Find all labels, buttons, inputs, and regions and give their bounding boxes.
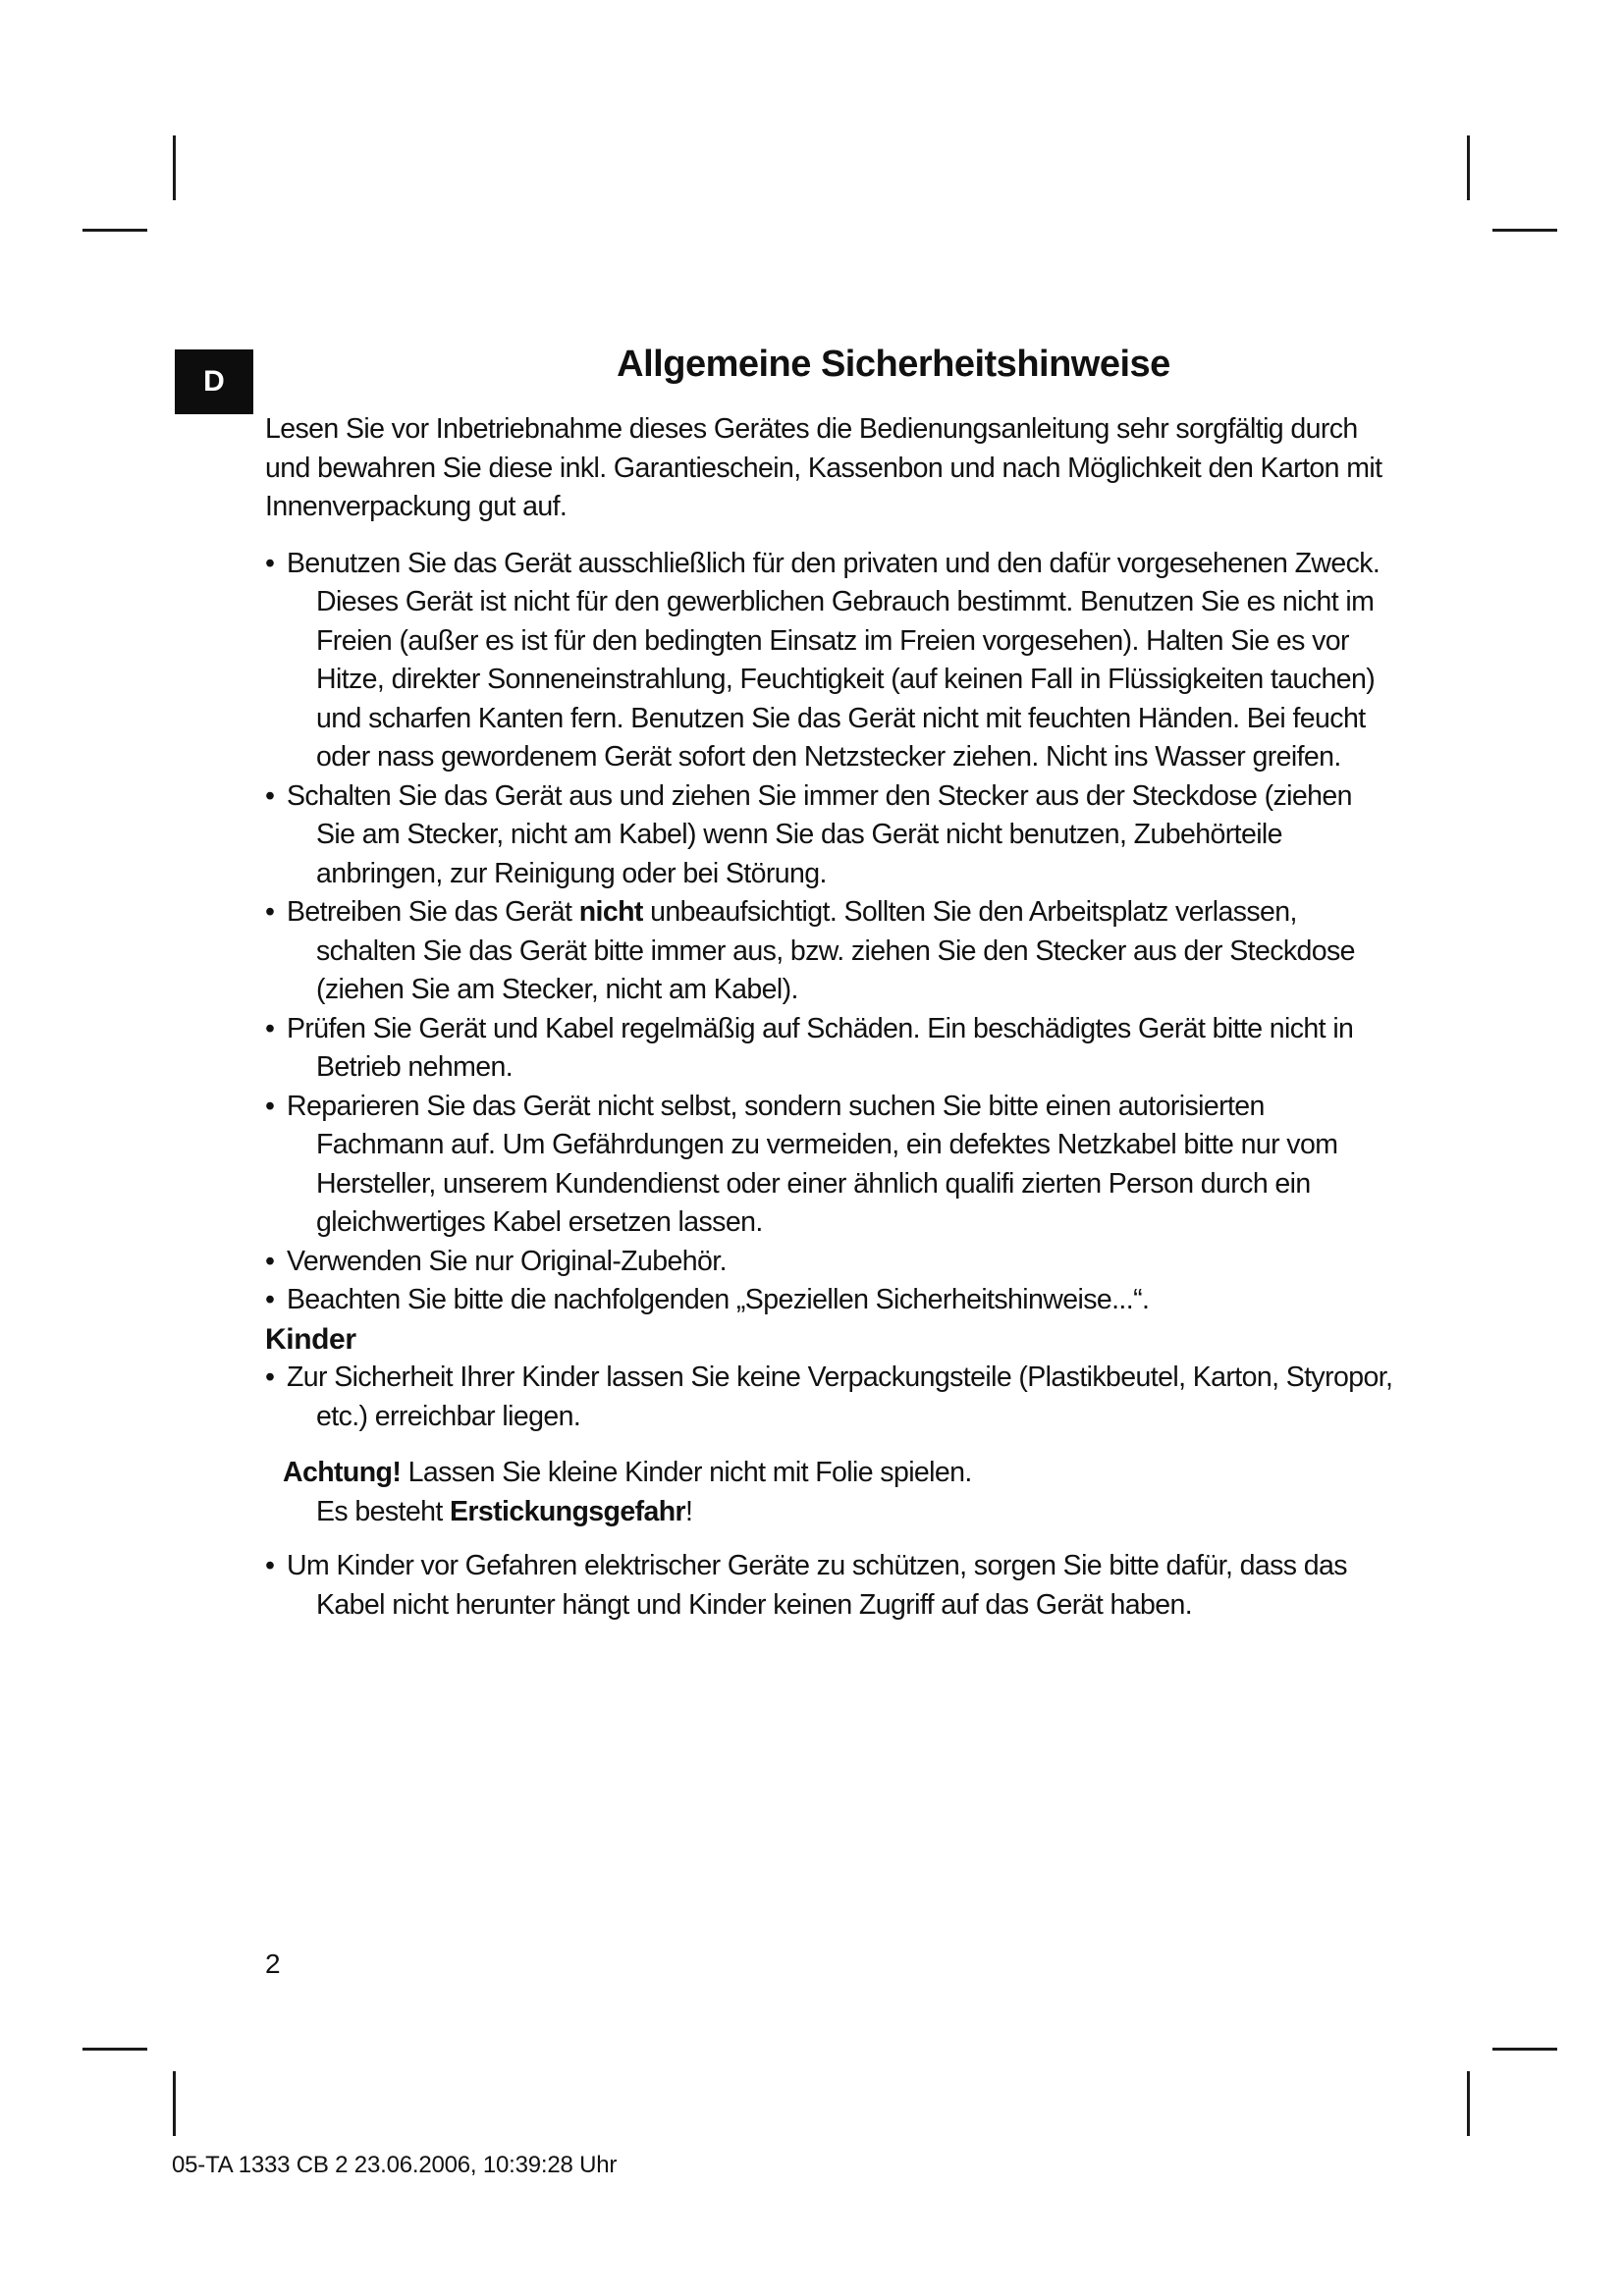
crop-mark-bottom-left-vertical xyxy=(173,2071,176,2136)
main-content xyxy=(265,410,1394,1625)
list-item: • Zur Sicherheit Ihrer Kinder lassen Sie keine Verpackungsteile (Plastikbeutel, Karton, Styropor, etc.) erreichbar liegen. xyxy=(265,1359,1394,1436)
warning-note xyxy=(283,1454,1394,1531)
crop-mark-top-left-vertical xyxy=(173,135,176,200)
list-item: • Verwenden Sie nur Original-Zubehör. xyxy=(265,1243,1394,1282)
safety-list xyxy=(265,545,1394,1320)
warning-text: ! xyxy=(685,1495,693,1527)
print-footer: 05-TA 1333 CB 2 23.06.2006, 10:39:28 Uhr xyxy=(172,2152,618,2178)
list-item: • Um Kinder vor Gefahren elektrischer Geräte zu schützen, sorgen Sie bitte dafür, dass das Kabel nicht herunter hängt und Kinder keinen Zugriff auf das Gerät haben. xyxy=(265,1547,1394,1625)
crop-mark-bottom-right-horizontal xyxy=(1492,2048,1557,2051)
list-item: • Schalten Sie das Gerät aus und ziehen Sie immer den Stecker aus der Steckdose (ziehen Sie am Stecker, nicht am Kabel) wenn Sie das Gerät nicht benutzen, Zubehörteile anbringen, zur Reinigung oder bei Störung. xyxy=(265,777,1394,894)
emphasis-nicht: nicht xyxy=(578,896,643,928)
crop-mark-bottom-left-horizontal xyxy=(82,2048,147,2051)
crop-mark-bottom-right-vertical xyxy=(1467,2071,1470,2136)
kinder-list xyxy=(265,1547,1394,1625)
warning-text: Es besteht xyxy=(316,1495,450,1527)
list-item: • Reparieren Sie das Gerät nicht selbst, sondern suchen Sie bitte einen autorisierten Fachmann auf. Um Gefährdungen zu vermeiden, ein defektes Netzkabel bitte nur vom Hersteller, unserem Kundendienst oder einer ähnlich qualifi zierten Person durch ein gleichwertiges Kabel ersetzen lassen. xyxy=(265,1088,1394,1243)
list-item: • Benutzen Sie das Gerät ausschließlich für den privaten und den dafür vorgesehenen Zweck. Dieses Gerät ist nicht für den gewerblichen Gebrauch bestimmt. Benutzen Sie es nicht im Freien (außer es ist für den bedingten Einsatz im Freien vorgesehen). Halten Sie es vor Hitze, direkter Sonneneinstrahlung, Feuchtigkeit (auf keinen Fall in Flüssigkeiten tauchen) und scharfen Kanten fern. Benutzen Sie das Gerät nicht mit feuchten Händen. Bei feucht oder nass gewordenem Gerät sofort den Netzstecker ziehen. Nicht ins Wasser greifen. xyxy=(265,545,1394,777)
warning-line xyxy=(283,1454,1394,1493)
crop-mark-top-right-horizontal xyxy=(1492,229,1557,232)
section-heading-kinder: Kinder xyxy=(265,1322,356,1356)
crop-mark-top-right-vertical xyxy=(1467,135,1470,200)
crop-mark-top-left-horizontal xyxy=(82,229,147,232)
list-item-text: Betreiben Sie das Gerät xyxy=(287,896,579,928)
language-tab: D xyxy=(175,349,253,414)
list-item: • Beachten Sie bitte die nachfolgenden „Speziellen Sicherheitshinweise...“. xyxy=(265,1281,1394,1320)
kinder-list xyxy=(265,1359,1394,1436)
warning-line xyxy=(283,1493,1394,1532)
intro-paragraph: Lesen Sie vor Inbetriebnahme dieses Gerätes die Bedienungsanleitung sehr sorgfältig durch und bewahren Sie diese inkl. Garantieschein, Kassenbon und nach Möglichkeit den Karton mit Innenverpackung gut auf. xyxy=(265,413,1382,522)
page-title: Allgemeine Sicherheitshinweise xyxy=(617,344,1170,385)
list-item xyxy=(265,893,1394,1010)
warning-label: Achtung! xyxy=(283,1457,402,1488)
emphasis-erstickungsgefahr: Erstickungsgefahr xyxy=(449,1495,686,1527)
list-item: • Prüfen Sie Gerät und Kabel regelmäßig auf Schäden. Ein beschädigtes Gerät bitte nicht in Betrieb nehmen. xyxy=(265,1010,1394,1088)
page-number: 2 xyxy=(265,1949,281,1979)
warning-text: Lassen Sie kleine Kinder nicht mit Folie spielen. xyxy=(401,1457,972,1488)
list-item-text: unbeaufsichtigt. Sollten Sie den Arbeitsplatz verlassen, schalten Sie das Gerät bitte immer aus, bzw. ziehen Sie den Stecker aus der Steckdose (ziehen Sie am Stecker, nicht am Kabel). xyxy=(316,896,1355,1005)
